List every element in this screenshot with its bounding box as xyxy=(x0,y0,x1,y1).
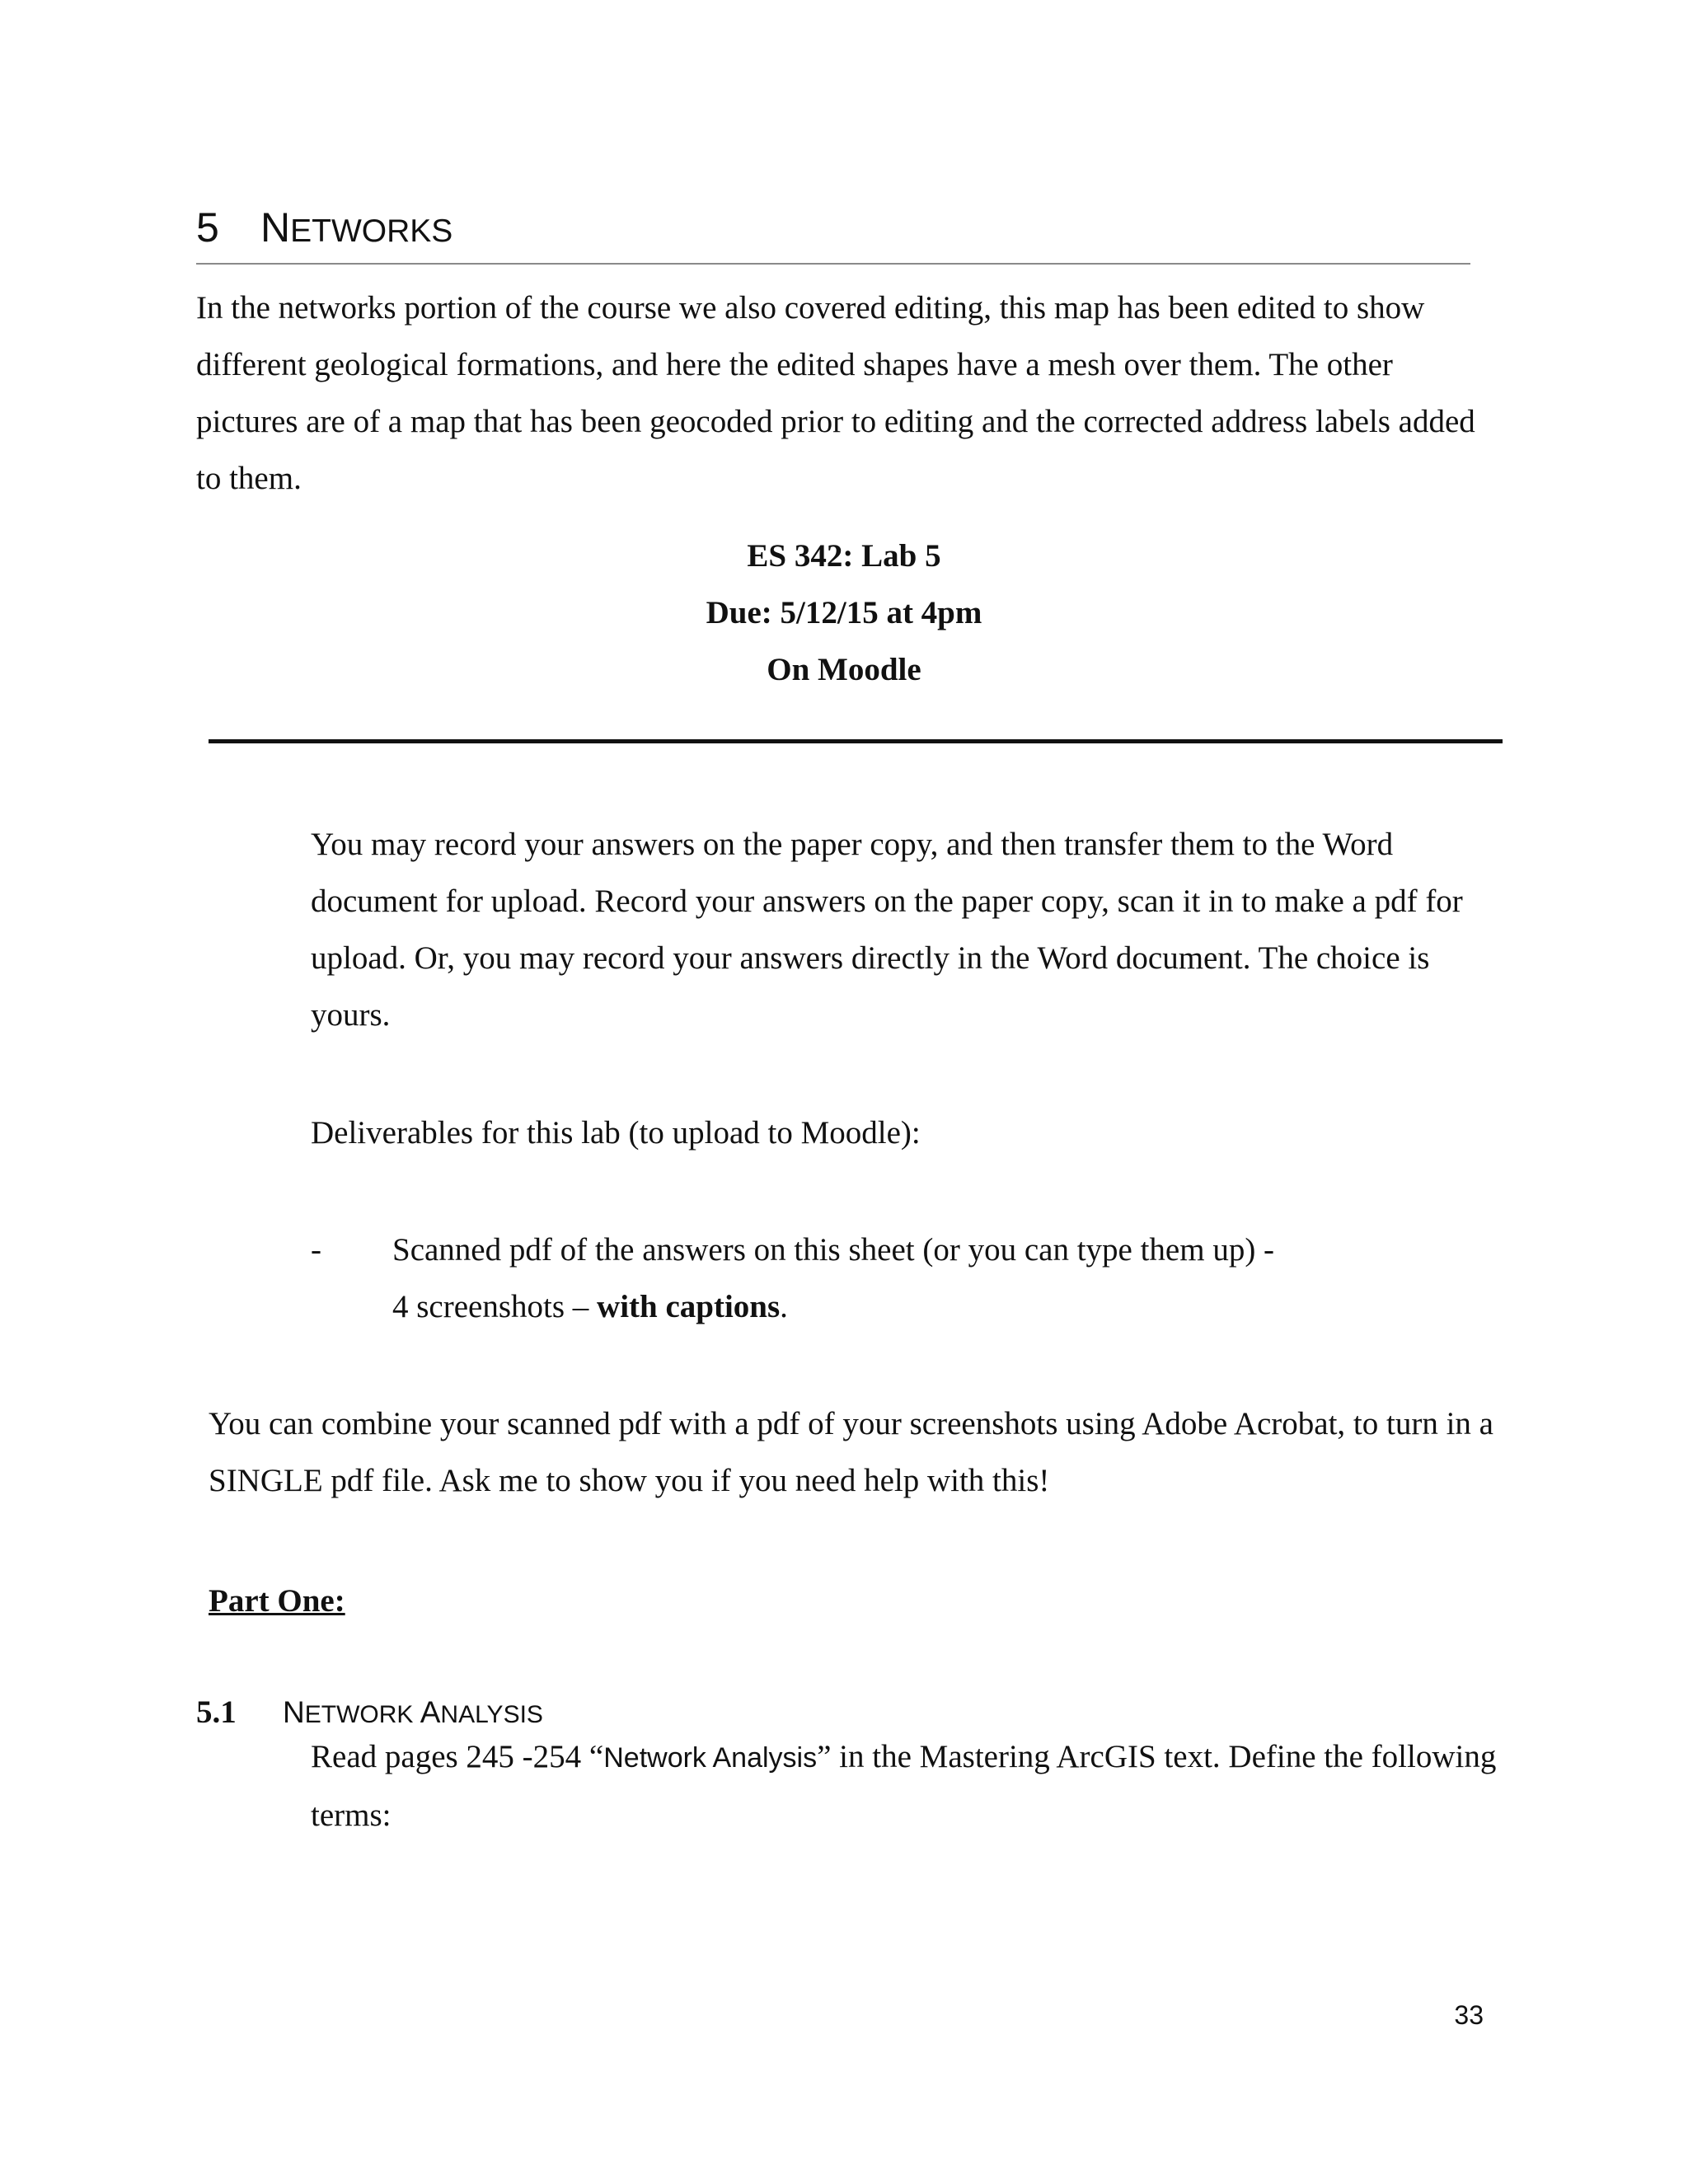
subsection-title-n: N xyxy=(283,1695,305,1729)
subsection-title-n-rest: ETWORK xyxy=(304,1701,420,1728)
instructions-paragraph: You may record your answers on the paper copy, and then transfer them to the Word document for upload. Record your answers on the paper copy, scan it in to make a pdf for upload. Or, you may record your answers directly in the Word document. The choice is yours. xyxy=(311,827,1463,1033)
subsection-number: 5.1 xyxy=(196,1694,237,1730)
intro-paragraph: In the networks portion of the course we also covered editing, this map has been edited to show different geological formations, and here the edited shapes have a mesh over them. The other pictures are of a map that has been geocoded prior to editing and the corrected address labels added to them. xyxy=(196,290,1475,496)
reading-prefix: Read pages 245 -254 “ xyxy=(311,1739,604,1774)
combine-paragraph: You can combine your scanned pdf with a pdf of your screenshots using Adobe Acrobat, to turn in a SINGLE pdf file. Ask me to show you if you need help with this! xyxy=(209,1406,1493,1498)
screenshots-suffix: . xyxy=(780,1289,788,1324)
section-number: 5 xyxy=(196,204,219,251)
lab-due-date: Due: 5/12/15 at 4pm xyxy=(706,595,982,630)
list-bullet: - xyxy=(311,1232,321,1268)
subsection-title-a: A xyxy=(420,1695,441,1729)
header-rule xyxy=(209,739,1503,743)
section-title-initial: N xyxy=(260,204,291,251)
deliverables-heading: Deliverables for this lab (to upload to Moodle): xyxy=(311,1115,921,1151)
reading-topic: Network Analysis xyxy=(603,1742,818,1774)
part-one-heading: Part One: xyxy=(209,1583,345,1619)
lab-course-title: ES 342: Lab 5 xyxy=(747,538,941,574)
heading-divider xyxy=(196,263,1470,265)
page-number: 33 xyxy=(1454,2000,1484,2030)
deliverable-item-screenshots xyxy=(392,1278,788,1335)
screenshots-prefix: 4 screenshots – xyxy=(392,1289,598,1324)
subsection-title-a-rest: NALYSIS xyxy=(440,1701,543,1728)
lab-submission-location: On Moodle xyxy=(767,652,921,687)
reading-suffix: ” in the Mastering ArcGIS text. Define the following terms: xyxy=(311,1739,1497,1833)
reading-paragraph xyxy=(311,1728,1498,1844)
screenshots-bold: with captions xyxy=(597,1289,781,1324)
deliverable-item-pdf: Scanned pdf of the answers on this sheet (or you can type them up) - xyxy=(392,1232,1275,1268)
section-heading xyxy=(196,203,452,256)
section-title-rest: ETWORKS xyxy=(290,213,453,249)
